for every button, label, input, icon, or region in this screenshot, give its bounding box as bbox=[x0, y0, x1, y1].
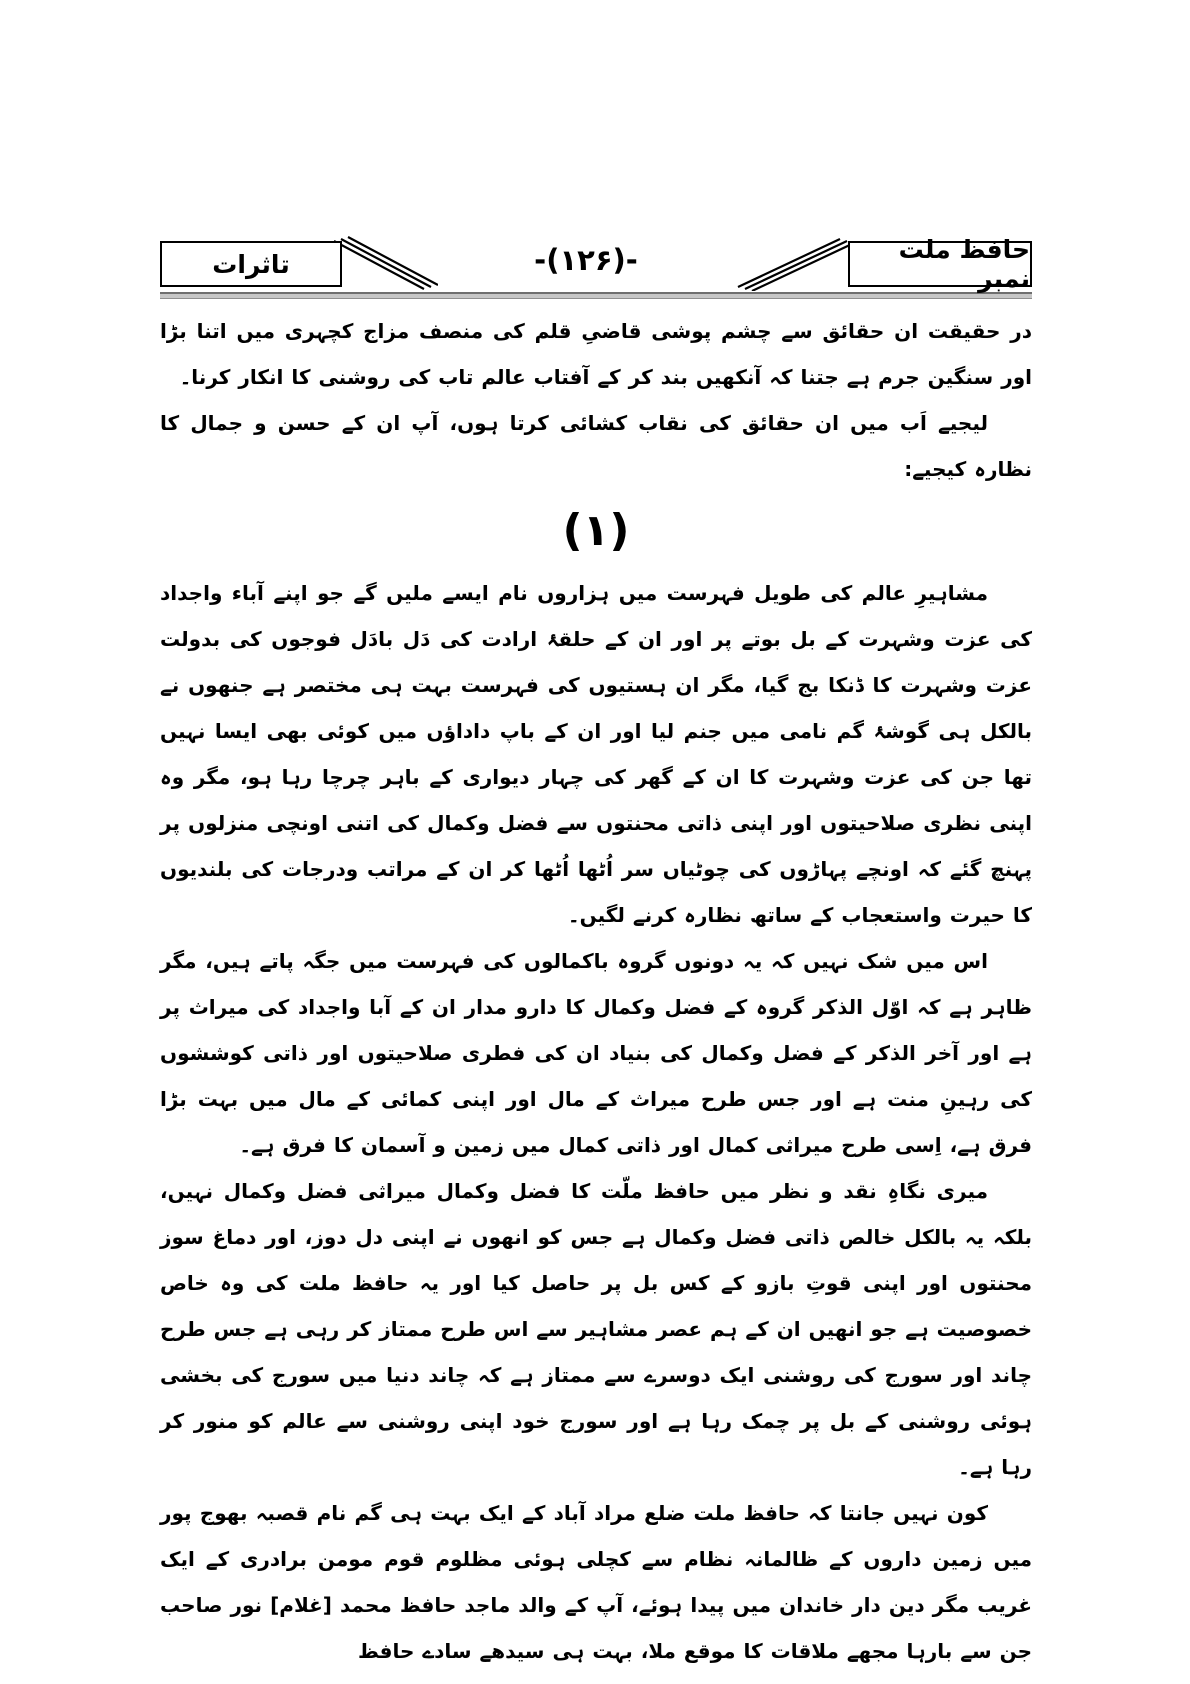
paragraph-2: لیجیے اَب میں ان حقائق کی نقاب کشائی کرتا ہوں، آپ ان کے حسن و جمال کا نظارہ کیجیے: bbox=[160, 411, 1032, 481]
header-divider-rule bbox=[160, 292, 1032, 299]
paragraph-4: اس میں شک نہیں کہ یہ دونوں گروہ باکمالوں کی فہرست میں جگہ پاتے ہیں، مگر ظاہر ہے کہ اوّل الذکر گروہ کے فضل وکمال کا دارو مدار ان کے آبا واجداد کی میراث پر ہے اور آخر الذکر کے فضل وکمال کی بنیاد ان کی فطری صلاحیتوں اور ذاتی کوششوں کی رہینِ منت ہے اور جس طرح میراث کے مال اور اپنی کمائی کے مال میں بہت بڑا فرق ہے، اِسی طرح میراثی کمال اور ذاتی کمال میں زمین و آسمان کا فرق ہے۔ bbox=[160, 949, 1032, 1157]
impressions-tab-label: تاثرات bbox=[212, 249, 290, 279]
body-text bbox=[160, 308, 1032, 1674]
impressions-tab-box bbox=[160, 241, 342, 287]
diagonal-lines-icon bbox=[736, 233, 854, 291]
paragraph-6: کون نہیں جانتا کہ حافظ ملت ضلع مراد آباد کے ایک بہت ہی گم نام قصبہ بھوج پور میں زمین داروں کے ظالمانہ نظام سے کچلی ہوئی مظلوم قوم مومن برادری کے ایک غریب مگر دین دار خاندان میں پیدا ہوئے، آپ کے والد ماجد حافظ محمد [غلام] نور صاحب جن سے بارہا مجھے ملاقات کا موقع ملا، بہت ہی سیدھے سادے حافظ bbox=[160, 1501, 1032, 1663]
header-right-ribbon bbox=[730, 228, 1032, 292]
paragraph-1: در حقیقت ان حقائق سے چشم پوشی قاضیِ قلم کی منصف مزاج کچہری میں اتنا بڑا اور سنگین جرم ہے جتنا کہ آنکھیں بند کر کے آفتاب عالم تاب کی روشنی کا انکار کرنا۔ bbox=[160, 319, 1032, 389]
diagonal-lines-icon bbox=[332, 233, 438, 291]
paragraph-5: میری نگاہِ نقد و نظر میں حافظ ملّت کا فضل وکمال میراثی فضل وکمال نہیں، بلکہ یہ بالکل خالص ذاتی فضل وکمال ہے جس کو انھوں نے اپنی دل دوز، اور دماغ سوز محنتوں اور اپنی قوتِ بازو کے کس بل پر حاصل کیا اور یہ حافظ ملت کی وہ خاص خصوصیت ہے جو انھیں ان کے ہم عصر مشاہیر سے اس طرح ممتاز کر رہی ہے جس طرح چاند اور سورج کی روشنی ایک دوسرے سے ممتاز ہے کہ چاند دنیا میں سورج کی بخشی ہوئی روشنی کے بل پر چمک رہا ہے اور سورج خود اپنی روشنی سے عالم کو منور کر رہا ہے۔ bbox=[160, 1179, 1032, 1479]
paragraph-3: مشاہیرِ عالم کی طویل فہرست میں ہزاروں نام ایسے ملیں گے جو اپنے آباء واجداد کی عزت وشہرت کے بل بوتے پر اور ان کے حلقۂ ارادت کی دَل بادَل فوجوں کی بدولت عزت وشہرت کا ڈنکا بج گیا، مگر ان ہستیوں کی فہرست بہت ہی مختصر ہے جنھوں نے بالکل ہی گوشۂ گم نامی میں جنم لیا اور ان کے باپ داداؤں میں کوئی بھی ایسا نہیں تھا جن کی عزت وشہرت کا ان کے گھر کی چہار دیواری کے باہر چرچا رہا ہو، مگر وہ اپنی نظری صلاحیتوں اور اپنی ذاتی محنتوں سے فضل وکمال کی اتنی اونچی منزلوں پر پہنچ گئے کہ اونچے پہاڑوں کی چوٹیاں سر اُٹھا اُٹھا کر ان کے مراتب ودرجات کی بلندیوں کا حیرت واستعجاب کے ساتھ نظارہ کرنے لگیں۔ bbox=[160, 581, 1032, 927]
page-header bbox=[160, 228, 1032, 292]
page-content bbox=[160, 228, 1032, 1674]
hafiz-millat-number-tab-box bbox=[848, 235, 1032, 293]
header-left-ribbon bbox=[160, 228, 442, 292]
section-number-heading: (۱) bbox=[562, 505, 630, 556]
page-number: -(۱۲۶)- bbox=[534, 243, 638, 277]
hafiz-millat-number-tab-label: حافظ ملت نمبر bbox=[898, 235, 1030, 293]
